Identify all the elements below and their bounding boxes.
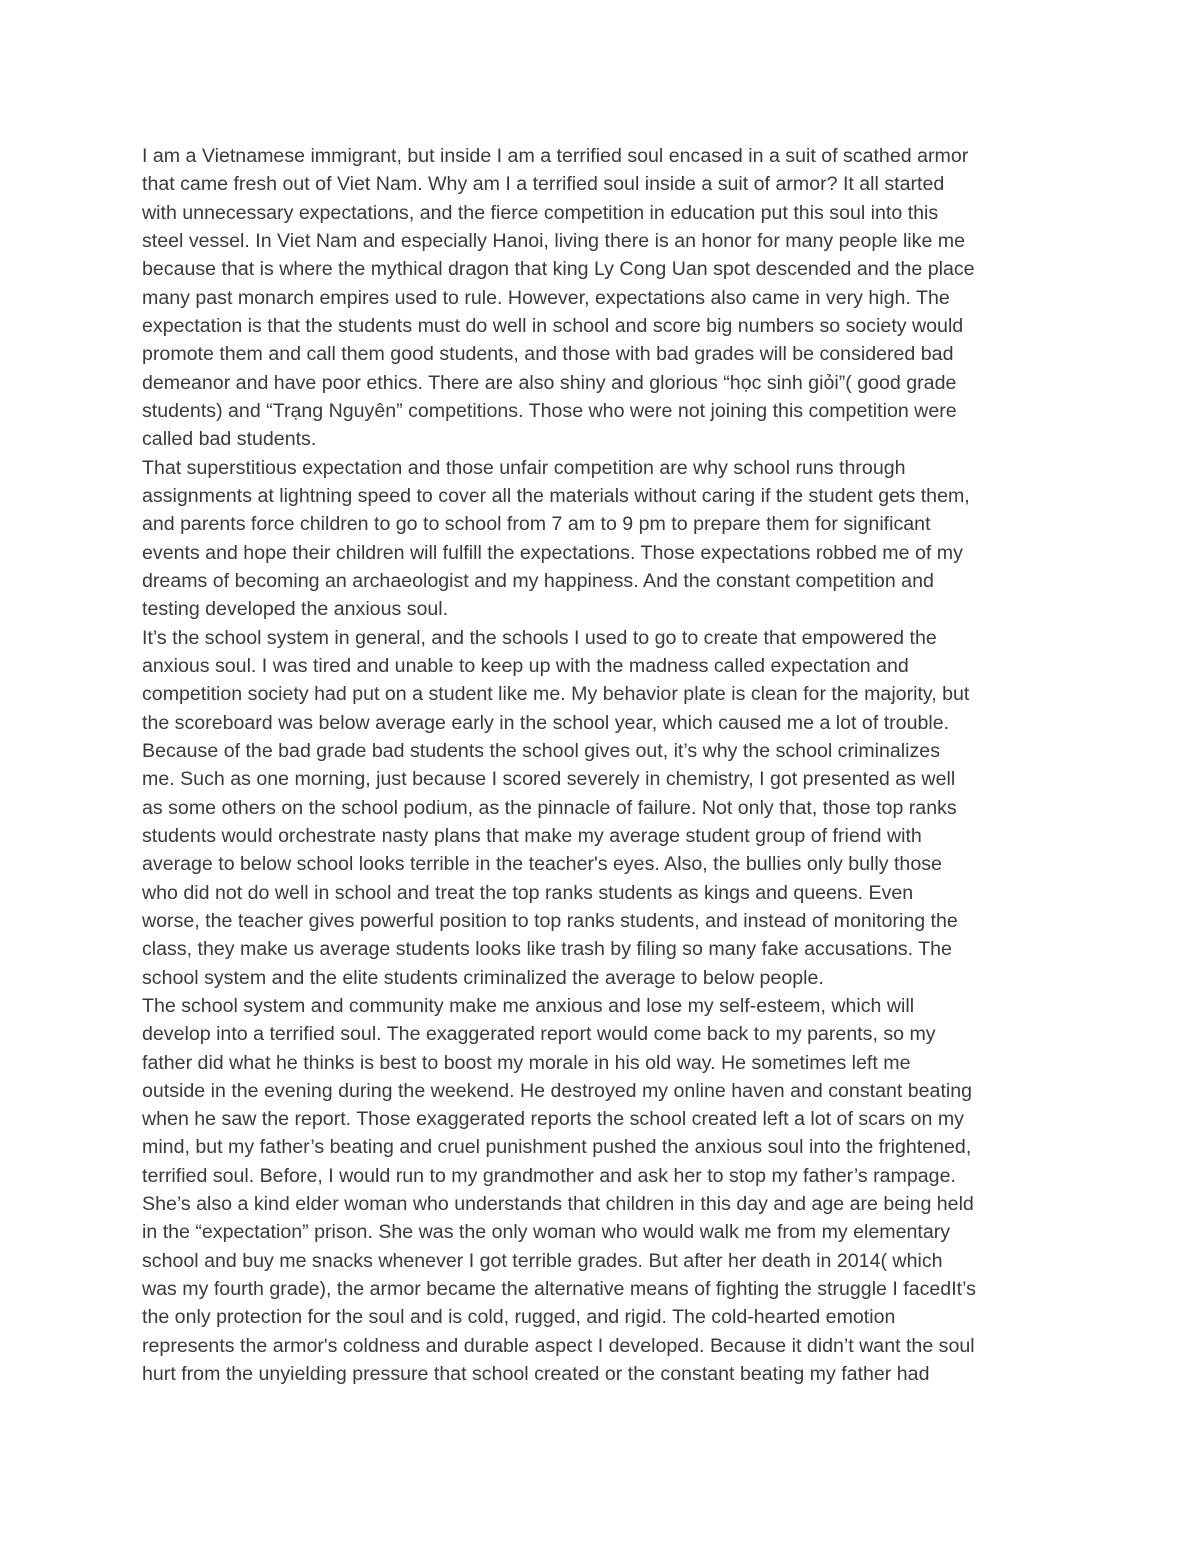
text-line: She’s also a kind elder woman who understands that children in this day and age are being held	[142, 1193, 974, 1216]
text-line: students) and “Trạng Nguyên” competitions. Those who were not joining this competition were	[142, 399, 957, 422]
text-line: The school system and community make me anxious and lose my self-esteem, which will	[142, 994, 915, 1017]
text-line: hurt from the unyielding pressure that school created or the constant beating my father had	[142, 1363, 930, 1386]
text-line: anxious soul. I was tired and unable to keep up with the madness called expectation and	[142, 654, 909, 677]
text-line: students would orchestrate nasty plans that make my average student group of friend with	[142, 824, 922, 847]
text-line: That superstitious expectation and those unfair competition are why school runs through	[142, 456, 906, 479]
text-line: dreams of becoming an archaeologist and my happiness. And the constant competition and	[142, 569, 934, 592]
text-line: worse, the teacher gives powerful position to top ranks students, and instead of monitoring the	[142, 909, 958, 932]
text-line: in the “expectation” prison. She was the only woman who would walk me from my elementary	[142, 1221, 951, 1244]
text-line: expectation is that the students must do well in school and score big numbers so society would	[142, 314, 964, 337]
text-line: promote them and call them good students, and those with bad grades will be considered bad	[142, 343, 954, 366]
text-line: the only protection for the soul and is cold, rugged, and rigid. The cold-hearted emotion	[142, 1306, 896, 1329]
text-line: events and hope their children will fulfill the expectations. Those expectations robbed me of my	[142, 541, 963, 564]
text-line: and parents force children to go to school from 7 am to 9 pm to prepare them for significant	[142, 513, 931, 536]
text-line: terrified soul. Before, I would run to my grandmother and ask her to stop my father’s rampage.	[142, 1164, 956, 1187]
text-line: that came fresh out of Viet Nam. Why am I a terrified soul inside a suit of armor? It all started	[142, 173, 945, 196]
text-line: represents the armor's coldness and durable aspect I developed. Because it didn’t want the soul	[142, 1334, 975, 1357]
text-line: father did what he thinks is best to boost my morale in his old way. He sometimes left me	[142, 1051, 911, 1074]
text-line: assignments at lightning speed to cover all the materials without caring if the student gets them,	[142, 484, 970, 507]
text-line: average to below school looks terrible in the teacher's eyes. Also, the bullies only bully those	[142, 853, 942, 876]
text-line: with unnecessary expectations, and the fierce competition in education put this soul into this	[142, 201, 939, 224]
text-line: when he saw the report. Those exaggerated reports the school created left a lot of scars on my	[142, 1108, 964, 1131]
text-line: school and buy me snacks whenever I got terrible grades. But after her death in 2014( which	[142, 1249, 943, 1272]
text-line: outside in the evening during the weekend. He destroyed my online haven and constant beating	[142, 1079, 973, 1102]
essay-body	[142, 142, 1072, 1388]
text-line: as some others on the school podium, as the pinnacle of failure. Not only that, those top ranks	[142, 796, 957, 819]
text-line: mind, but my father’s beating and cruel punishment pushed the anxious soul into the frightened,	[142, 1136, 972, 1159]
text-line: It’s the school system in general, and the schools I used to go to create that empowered the	[142, 626, 937, 649]
text-line: school system and the elite students criminalized the average to below people.	[142, 966, 824, 989]
text-line: I am a Vietnamese immigrant, but inside I am a terrified soul encased in a suit of scathed armor	[142, 145, 969, 167]
text-line: Because of the bad grade bad students the school gives out, it’s why the school criminalizes	[142, 739, 941, 762]
text-line: steel vessel. In Viet Nam and especially Hanoi, living there is an honor for many people like me	[142, 229, 966, 252]
text-line: called bad students.	[142, 428, 317, 451]
text-line: class, they make us average students looks like trash by filing so many fake accusations. The	[142, 938, 952, 961]
text-line: because that is where the mythical dragon that king Ly Cong Uan spot descended and the place	[142, 258, 975, 281]
text-line: demeanor and have poor ethics. There are also shiny and glorious “học sinh giỏi”( good grade	[142, 371, 957, 394]
text-line: was my fourth grade), the armor became the alternative means of fighting the struggle I facedIt’s	[142, 1278, 976, 1301]
text-line: competition society had put on a student like me. My behavior plate is clean for the majority, but	[142, 683, 970, 706]
text-line: who did not do well in school and treat the top ranks students as kings and queens. Even	[142, 881, 914, 904]
text-line: many past monarch empires used to rule. However, expectations also came in very high. The	[142, 286, 950, 309]
text-line: develop into a terrified soul. The exaggerated report would come back to my parents, so my	[142, 1023, 936, 1046]
text-line: the scoreboard was below average early in the school year, which caused me a lot of trouble.	[142, 711, 950, 734]
text-line: me. Such as one morning, just because I scored severely in chemistry, I got presented as well	[142, 768, 956, 791]
text-line: testing developed the anxious soul.	[142, 598, 449, 621]
